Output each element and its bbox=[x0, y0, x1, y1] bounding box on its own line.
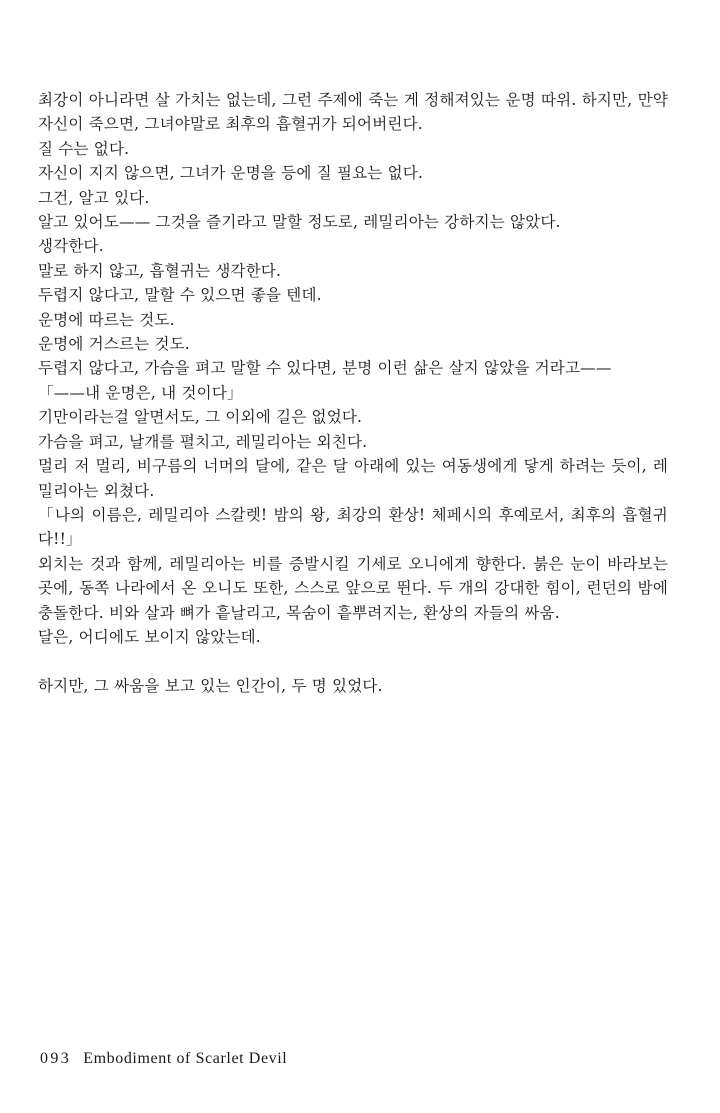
paragraph: 달은, 어디에도 보이지 않았는데. bbox=[38, 627, 261, 646]
page-number: 093 bbox=[40, 1050, 72, 1067]
paragraph: 기만이라는걸 알면서도, 그 이외에 길은 없었다. bbox=[38, 408, 363, 427]
paragraph: 두렵지 않다고, 말할 수 있으면 좋을 텐데. bbox=[38, 286, 322, 305]
page-body-text bbox=[38, 88, 668, 698]
paragraph: 최강이 아니라면 살 가치는 없는데, 그런 주제에 죽는 게 정해져있는 운명 따위. 하지만, 만약 자신이 죽으면, 그녀야말로 최후의 흡혈귀가 되어버린다. bbox=[38, 91, 668, 134]
paragraph: 멀리 저 멀리, 비구름의 너머의 달에, 같은 달 아래에 있는 여동생에게 닿게 하려는 듯이, 레밀리아는 외쳤다. bbox=[38, 457, 668, 500]
book-title: Embodiment of Scarlet Devil bbox=[83, 1050, 288, 1067]
paragraph: 가슴을 펴고, 날개를 펼치고, 레밀리아는 외친다. bbox=[38, 432, 368, 451]
dialogue-line: 「나의 이름은, 레밀리아 스칼렛! 밤의 왕, 최강의 환상! 체페시의 후예로서, 최후의 흡혈귀다!!」 bbox=[38, 505, 668, 549]
paragraph: 두렵지 않다고, 가슴을 펴고 말할 수 있다면, 분명 이런 삶은 살지 않았을 거라고—— bbox=[38, 359, 612, 378]
paragraph: 자신이 지지 않으면, 그녀가 운명을 등에 질 필요는 없다. bbox=[38, 164, 424, 183]
paragraph: 운명에 따르는 것도. bbox=[38, 310, 175, 329]
page-footer bbox=[40, 1050, 287, 1068]
paragraph: 외치는 것과 함께, 레밀리아는 비를 증발시킬 기세로 오니에게 향한다. 붉은 눈이 바라보는 곳에, 동쪽 나라에서 온 오니도 또한, 스스로 앞으로 뛴다. 두 개의 강대한 힘이, 런던의 밤에 충돌한다. 비와 살과 뼈가 흩날리고, 목숨이 흩뿌려지는, 환상의 자들의 싸움. bbox=[38, 554, 668, 622]
paragraph: 운명에 거스르는 것도. bbox=[38, 335, 190, 354]
paragraph: 말로 하지 않고, 흡혈귀는 생각한다. bbox=[38, 261, 282, 280]
paragraph: 그건, 알고 있다. bbox=[38, 188, 150, 207]
paragraph: 하지만, 그 싸움을 보고 있는 인간이, 두 명 있었다. bbox=[38, 676, 383, 695]
dialogue-line: 「——내 운명은, 내 것이다」 bbox=[38, 383, 243, 402]
paragraph: 생각한다. bbox=[38, 237, 104, 256]
paragraph: 알고 있어도—— 그것을 즐기라고 말할 정도로, 레밀리아는 강하지는 않았다. bbox=[38, 213, 561, 232]
blank-line bbox=[38, 649, 668, 673]
paragraph: 질 수는 없다. bbox=[38, 139, 130, 158]
